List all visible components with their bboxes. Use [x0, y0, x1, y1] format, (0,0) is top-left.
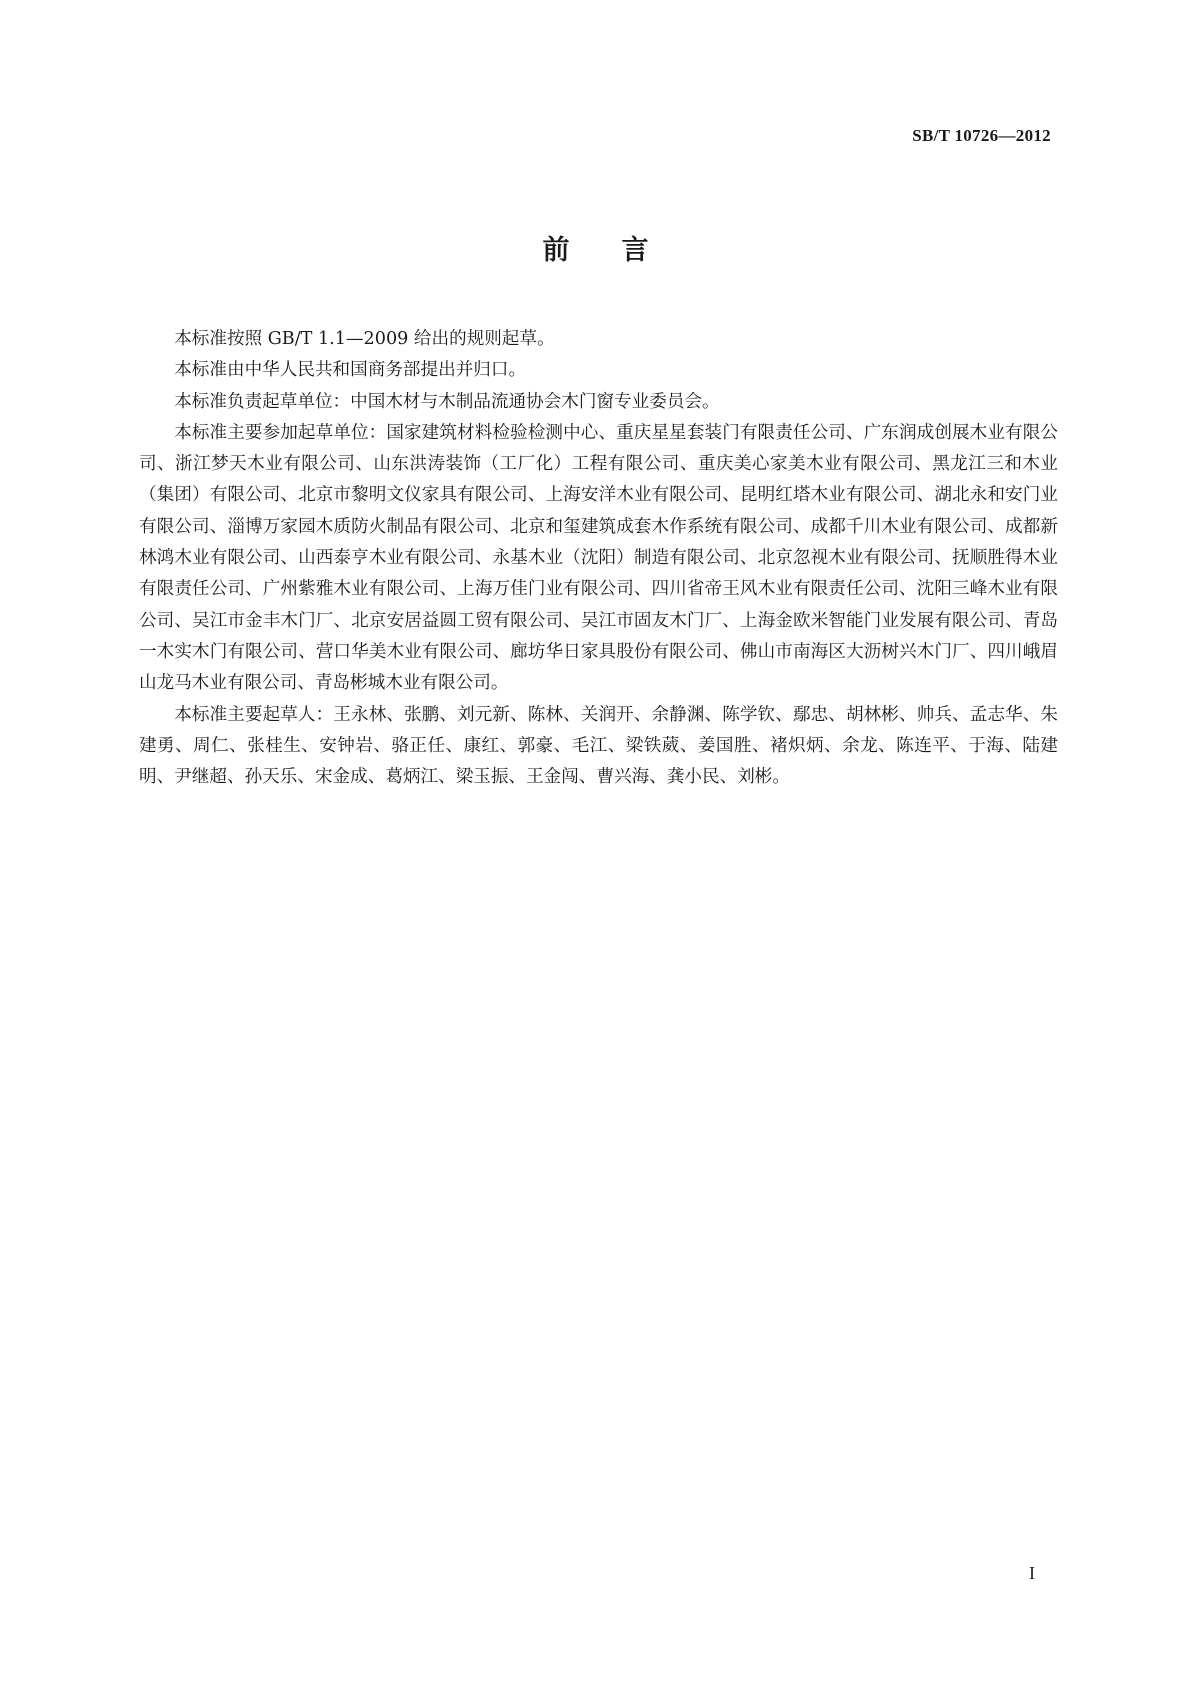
paragraph-participating-units: 本标准主要参加起草单位：国家建筑材料检验检测中心、重庆星星套装门有限责任公司、广东润成创展木业有限公司、浙江梦天木业有限公司、山东洪涛装饰（工厂化）工程有限公司、重庆美心家美木业有限公司、黑龙江三和木业（集团）有限公司、北京市黎明文仪家具有限公司、上海安洋木业有限公司、昆明红塔木业有限公司、湖北永和安门业有限公司、淄博万家园木质防火制品有限公司、北京和玺建筑成套木作系统有限公司、成都千川木业有限公司、成都新林鸿木业有限公司、山西泰亨木业有限公司、永基木业（沈阳）制造有限公司、北京忽视木业有限公司、抚顺胜得木业有限责任公司、广州紫雅木业有限公司、上海万佳门业有限公司、四川省帝王风木业有限责任公司、沈阳三峰木业有限公司、吴江市金丰木门厂、北京安居益圆工贸有限公司、吴江市固友木门厂、上海金欧米智能门业发展有限公司、青岛一木实木门有限公司、营口华美木业有限公司、廊坊华日家具股份有限公司、佛山市南海区大沥树兴木门厂、四川峨眉山龙马木业有限公司、青岛彬城木业有限公司。	[139, 422, 1058, 694]
preface-body	[139, 324, 1058, 793]
paragraph-proposer: 本标准由中华人民共和国商务部提出并归口。	[174, 360, 527, 381]
paragraph-main-drafters: 本标准主要起草人：王永林、张鹏、刘元新、陈林、关润开、余静渊、陈学钦、鄢忠、胡林彬、帅兵、孟志华、朱建勇、周仁、张桂生、安钟岩、骆正任、康红、郭豪、毛江、梁铁葳、姜国胜、褚炽炳、余龙、陈连平、于海、陆建明、尹继超、孙天乐、宋金成、葛炳江、梁玉振、王金闯、曹兴海、龚小民、刘彬。	[139, 704, 1058, 788]
paragraph-responsible-drafter: 本标准负责起草单位：中国木材与木制品流通协会木门窗专业委员会。	[174, 391, 720, 412]
page-title: 前言	[542, 235, 701, 266]
paragraph-drafting-rules: 本标准按照 GB/T 1.1—2009 给出的规则起草。	[174, 329, 555, 349]
page-number: I	[1029, 1563, 1035, 1583]
standard-code: SB/T 10726—2012	[912, 126, 1051, 145]
